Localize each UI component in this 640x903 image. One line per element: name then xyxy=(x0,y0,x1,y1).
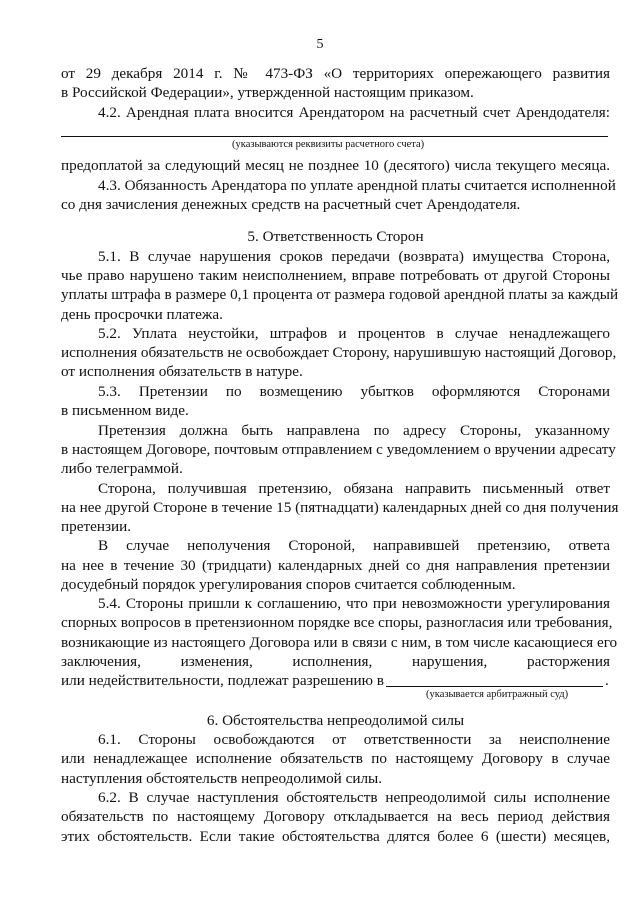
text-line: исполнения обязательств не освобождает Сторону, нарушившую настоящий Договор, xyxy=(61,344,617,361)
text-line: заключения, изменения, исполнения, нарушения, расторжения xyxy=(61,653,610,670)
court-note: (указывается арбитражный суд) xyxy=(426,689,569,700)
text-line: в Российской Федерации», утвержденной настоящим приказом. xyxy=(61,84,474,101)
paragraph-6-2: 6.2. В случае наступления обстоятельств непреодолимой силы исполнение xyxy=(98,789,610,806)
section-heading-5: 5. Ответственность Сторон xyxy=(247,228,424,245)
court-blank-line xyxy=(386,686,603,687)
text-line: этих обстоятельств. Если такие обстоятельства длятся более 6 (шести) месяцев, xyxy=(61,828,610,845)
text-line: досудебный порядок урегулирования споров считается соблюденным. xyxy=(61,576,516,593)
text-line: от исполнения обязательств в натуре. xyxy=(61,363,303,380)
text-line: на нее в течение 30 (тридцати) календарных дней со дня направления претензии xyxy=(61,557,610,574)
paragraph-no-response: В случае неполучения Стороной, направившей претензию, ответа xyxy=(98,537,610,554)
paragraph-claim-address: Претензия должна быть направлена по адресу Стороны, указанному xyxy=(98,422,610,439)
paragraph-claim-response: Сторона, получившая претензию, обязана направить письменный ответ xyxy=(98,480,610,497)
text-line: чье право нарушено таким неисполнением, вправе потребовать от другой Стороны xyxy=(61,267,610,284)
bank-details-note: (указываются реквизиты расчетного счета) xyxy=(232,139,425,150)
text-line: день просрочки платежа. xyxy=(61,306,223,323)
text-line: или недействительности, подлежат разрешению в xyxy=(61,672,384,689)
text-line: спорных вопросов в претензионном порядке все споры, разногласия или требования, xyxy=(61,614,613,631)
text-line: в письменном виде. xyxy=(61,402,189,419)
text-line: либо телеграммой. xyxy=(61,460,183,477)
paragraph-4-2: 4.2. Арендная плата вносится Арендатором на расчетный счет Арендодателя: xyxy=(98,104,610,121)
text-line: со дня зачисления денежных средств на расчетный счет Арендодателя. xyxy=(61,196,521,213)
page-number: 5 xyxy=(316,37,324,52)
paragraph-5-4: 5.4. Стороны пришли к соглашению, что при невозможности урегулирования xyxy=(98,595,610,612)
bank-details-blank-line xyxy=(61,136,608,137)
paragraph-4-3: 4.3. Обязанность Арендатора по уплате арендной платы считается исполненной xyxy=(98,177,616,194)
text-line: или ненадлежащее исполнение обязательств по настоящему Договору в случае xyxy=(61,750,610,767)
sentence-period: . xyxy=(605,672,609,689)
paragraph-5-1: 5.1. В случае нарушения сроков передачи (возврата) имущества Сторона, xyxy=(98,248,610,265)
paragraph-5-3: 5.3. Претензии по возмещению убытков оформляются Сторонами xyxy=(98,383,610,400)
text-line: в настоящем Договоре, почтовым отправлением с уведомлением о вручении адресату xyxy=(61,441,616,458)
text-line: обязательств по настоящему Договору откладывается на весь период действия xyxy=(61,808,610,825)
text-line: возникающие из настоящего Договора или в связи с ним, в том числе касающиеся его xyxy=(61,634,618,651)
text-line: предоплатой за следующий месяц не позднее 10 (десятого) числа текущего месяца. xyxy=(61,157,610,174)
paragraph-5-2: 5.2. Уплата неустойки, штрафов и процентов в случае ненадлежащего xyxy=(98,325,610,342)
text-line: наступления обстоятельств непреодолимой силы. xyxy=(61,770,383,787)
text-line: от 29 декабря 2014 г. № 473-ФЗ «О территориях опережающего развития xyxy=(61,65,610,82)
text-line: уплаты штрафа в размере 0,1 процента от размера годовой арендной платы за каждый xyxy=(61,286,619,303)
section-heading-6: 6. Обстоятельства непреодолимой силы xyxy=(206,712,465,729)
text-line: претензии. xyxy=(61,518,132,535)
paragraph-6-1: 6.1. Стороны освобождаются от ответственности за неисполнение xyxy=(98,731,610,748)
text-line: на нее другой Стороне в течение 15 (пятнадцати) календарных дней со дня получения xyxy=(61,499,619,516)
